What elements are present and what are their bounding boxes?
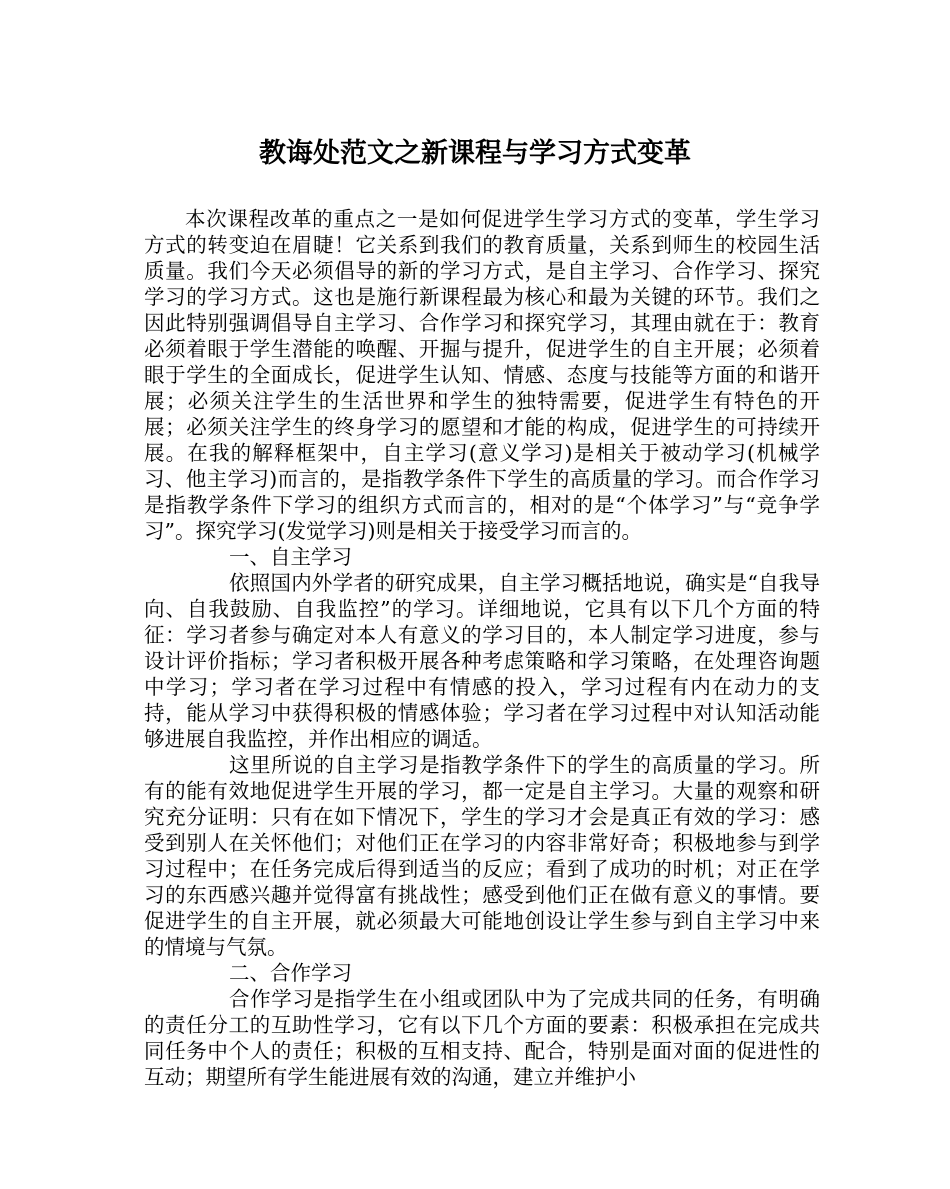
autonomous-learning-paragraph-1: 依照国内外学者的研究成果，自主学习概括地说，确实是“自我导向、自我鼓励、自我监控”的学习。详细地说，它具有以下几个方面的特征：学习者参与确定对本人有意义的学习目的，本人制定学习进度，参与设计评价指标；学习者积极开展各种考虑策略和学习策略，在处理咨询题中学习；学习者在学习过程中有情感的投入，学习过程有内在动力的支持，能从学习中获得积极的情感体验；学习者在学习过程中对认知活动能够进展自我监控，并作出相应的调适。 xyxy=(144,571,820,751)
cooperative-learning-paragraph-1: 合作学习是指学生在小组或团队中为了完成共同的任务，有明确的责任分工的互助性学习，它有以下几个方面的要素：积极承担在完成共同任务中个人的责任；积极的互相支持、配合，特别是面对面的促进性的互动；期望所有学生能进展有效的沟通，建立并维护小 xyxy=(144,987,820,1089)
intro-paragraph: 本次课程改革的重点之一是如何促进学生学习方式的变革，学生学习方式的转变迫在眉睫！它关系到我们的教育质量，关系到师生的校园生活质量。我们今天必须倡导的新的学习方式，是自主学习、合作学习、探究学习的学习方式。这也是施行新课程最为核心和最为关键的环节。我们之因此特别强调倡导自主学习、合作学习和探究学习，其理由就在于：教育必须着眼于学生潜能的唤醒、开掘与提升，促进学生的自主开展；必须着眼于学生的全面成长，促进学生认知、情感、态度与技能等方面的和谐开展；必须关注学生的生活世界和学生的独特需要，促进学生有特色的开展；必须关注学生的终身学习的愿望和才能的构成，促进学生的可持续开展。在我的解释框架中，自主学习(意义学习)是相关于被动学习(机械学习、他主学习)而言的，是指教学条件下学生的高质量的学习。而合作学习是指教学条件下学习的组织方式而言的，相对的是“个体学习”与“竞争学习”。探究学习(发觉学习)则是相关于接受学习而言的。 xyxy=(144,207,820,543)
document-title: 教诲处范文之新课程与学习方式变革 xyxy=(259,138,691,169)
section-heading-autonomous-learning: 一、自主学习 xyxy=(229,545,352,569)
section-heading-cooperative-learning: 二、合作学习 xyxy=(229,961,352,985)
document-body xyxy=(144,206,820,1090)
autonomous-learning-paragraph-2: 这里所说的自主学习是指教学条件下的学生的高质量的学习。所有的能有效地促进学生开展的学习，都一定是自主学习。大量的观察和研究充分证明：只有在如下情况下，学生的学习才会是真正有效的学习：感受到别人在关怀他们；对他们正在学习的内容非常好奇；积极地参与到学习过程中；在任务完成后得到适当的反应；看到了成功的时机；对正在学习的东西感兴趣并觉得富有挑战性；感受到他们正在做有意义的事情。要促进学生的自主开展，就必须最大可能地创设让学生参与到自主学习中来的情境与气氛。 xyxy=(144,753,820,959)
